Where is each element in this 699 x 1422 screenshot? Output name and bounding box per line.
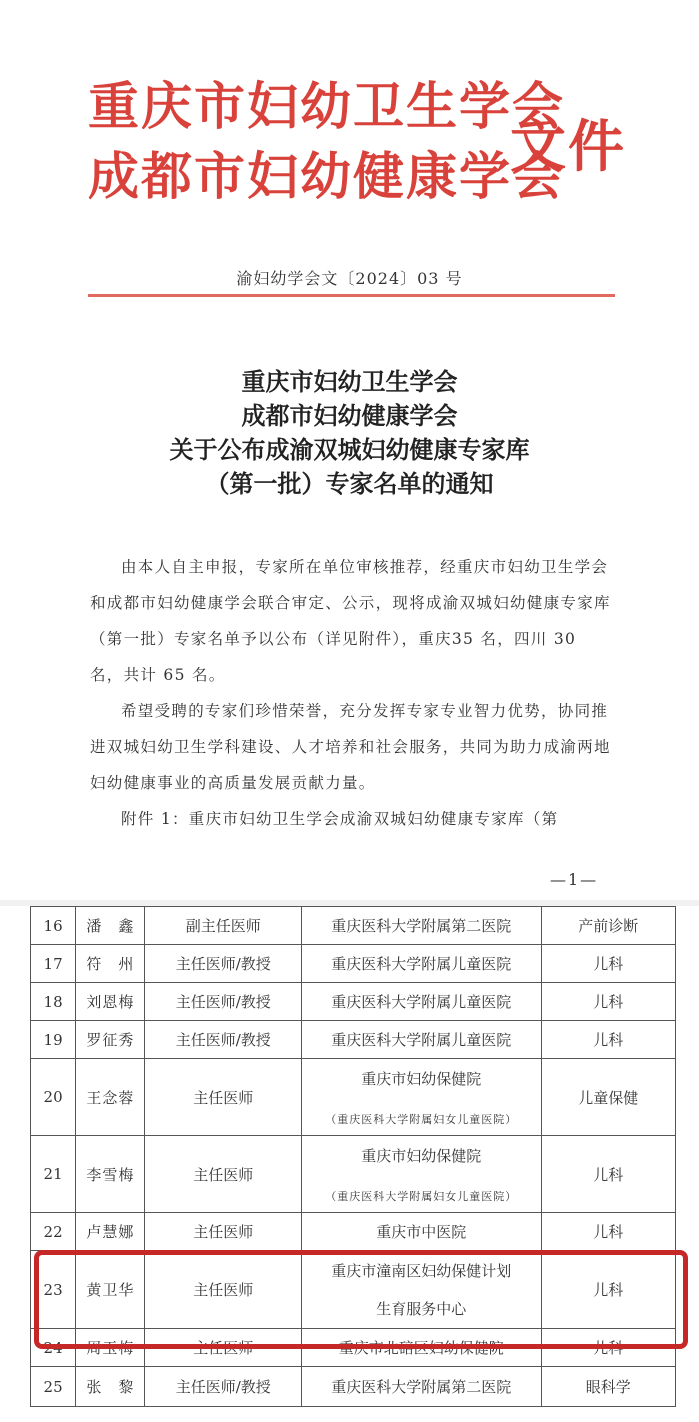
institution-name: 重庆市妇幼保健院 [361, 1146, 482, 1165]
cell-name: 王念蓉 [76, 1059, 145, 1136]
cell-institution [302, 907, 542, 945]
cell-institution [302, 1367, 542, 1407]
cell-index: 25 [31, 1367, 76, 1407]
body-paragraph-1: 由本人自主申报，专家所在单位审核推荐，经重庆市妇幼卫生学会和成都市妇幼健康学会联合审定、公示，现将成渝双城妇幼健康专家库（第一批）专家名单予以公布（详见附件），重庆35 名，四川 30 名，共计 65 名。 [90, 558, 611, 684]
institution-subname: （重庆医科大学附属妇女儿童医院） [325, 1112, 518, 1126]
cell-institution [302, 1213, 542, 1251]
table-row [31, 1367, 676, 1407]
institution-name: 重庆市妇幼保健院 [361, 1069, 482, 1088]
cell-department: 儿童保健 [541, 1059, 676, 1136]
cell-name: 潘 鑫 [76, 907, 145, 945]
cell-department: 儿科 [541, 983, 676, 1021]
cell-institution [302, 1329, 542, 1367]
title-line-2: 成都市妇幼健康学会 [241, 401, 458, 430]
institution-name: 重庆市潼南区妇幼保健计划 [331, 1261, 512, 1280]
cell-title: 主任医师 [145, 1329, 302, 1367]
table-row [31, 907, 676, 945]
table-row [31, 1329, 676, 1367]
table-row [31, 945, 676, 983]
institution-name: 重庆市北碚区妇幼保健院 [338, 1339, 504, 1357]
cell-index: 22 [31, 1213, 76, 1251]
cell-department: 儿科 [541, 1329, 676, 1367]
title-line-3: 关于公布成渝双城妇幼健康专家库 [169, 435, 530, 464]
cell-department: 儿科 [541, 1021, 676, 1059]
institution-name: 重庆医科大学附属儿童医院 [331, 955, 512, 973]
table-row [31, 983, 676, 1021]
cell-title: 主任医师/教授 [145, 1367, 302, 1407]
expert-table [30, 906, 676, 1407]
cell-institution [302, 983, 542, 1021]
document-type-label: 文件 [510, 114, 626, 180]
cell-name: 符 州 [76, 945, 145, 983]
red-divider [88, 294, 615, 297]
org-name-1: 重庆市妇幼卫生学会 [88, 77, 566, 137]
cell-index: 21 [31, 1136, 76, 1213]
title-line-4: （第一批）专家名单的通知 [205, 469, 494, 498]
body-paragraph-2: 希望受聘的专家们珍惜荣誉，充分发挥专家专业智力优势，协同推进双城妇幼卫生学科建设、人才培养和社会服务，共同为助力成渝两地妇幼健康事业的高质量发展贡献力量。 [90, 702, 611, 792]
cell-department: 产前诊断 [541, 907, 676, 945]
cell-name: 刘恩梅 [76, 983, 145, 1021]
cell-department: 儿科 [541, 1251, 676, 1329]
notice-body [90, 549, 615, 837]
notice-title [0, 365, 699, 501]
cell-index: 23 [31, 1251, 76, 1329]
cell-title: 主任医师 [145, 1059, 302, 1136]
cell-institution [302, 1136, 542, 1213]
table-row [31, 1059, 676, 1136]
cell-institution [302, 1021, 542, 1059]
cell-name: 张 黎 [76, 1367, 145, 1407]
cell-title: 副主任医师 [145, 907, 302, 945]
cell-department: 儿科 [541, 1213, 676, 1251]
cell-index: 16 [31, 907, 76, 945]
table-row [31, 1213, 676, 1251]
table-row [31, 1136, 676, 1213]
institution-subname: 生育服务中心 [376, 1299, 467, 1318]
institution-name: 重庆医科大学附属第二医院 [331, 1378, 512, 1396]
cell-title: 主任医师 [145, 1213, 302, 1251]
institution-name: 重庆医科大学附属第二医院 [331, 917, 512, 935]
title-line-1: 重庆市妇幼卫生学会 [241, 367, 458, 396]
cell-name: 李雪梅 [76, 1136, 145, 1213]
cell-department: 儿科 [541, 945, 676, 983]
cell-institution [302, 1251, 542, 1329]
cell-index: 20 [31, 1059, 76, 1136]
cell-department: 眼科学 [541, 1367, 676, 1407]
cell-name: 卢慧娜 [76, 1213, 145, 1251]
document-number: 渝妇幼学会文〔2024〕03 号 [236, 269, 463, 288]
table-row [31, 1251, 676, 1329]
cell-institution [302, 1059, 542, 1136]
cell-title: 主任医师/教授 [145, 983, 302, 1021]
cell-name: 黄卫华 [76, 1251, 145, 1329]
org-name-2: 成都市妇幼健康学会 [88, 147, 566, 207]
table-row [31, 1021, 676, 1059]
institution-name: 重庆市中医院 [376, 1223, 467, 1241]
institution-subname: （重庆医科大学附属妇女儿童医院） [325, 1189, 518, 1203]
attachment-line: 附件 1：重庆市妇幼卫生学会成渝双城妇幼健康专家库（第 [121, 810, 559, 828]
institution-name: 重庆医科大学附属儿童医院 [331, 993, 512, 1011]
cell-institution [302, 945, 542, 983]
cell-name: 罗征秀 [76, 1021, 145, 1059]
document-page-table [0, 906, 699, 1422]
institution-name: 重庆医科大学附属儿童医院 [331, 1031, 512, 1049]
cell-title: 主任医师 [145, 1136, 302, 1213]
cell-name: 周玉梅 [76, 1329, 145, 1367]
cell-title: 主任医师/教授 [145, 945, 302, 983]
issuing-organizations [88, 72, 565, 212]
cell-title: 主任医师 [145, 1251, 302, 1329]
page-number: —1— [550, 870, 599, 889]
cell-index: 18 [31, 983, 76, 1021]
cell-index: 24 [31, 1329, 76, 1367]
cell-index: 17 [31, 945, 76, 983]
cell-department: 儿科 [541, 1136, 676, 1213]
cell-title: 主任医师/教授 [145, 1021, 302, 1059]
cell-index: 19 [31, 1021, 76, 1059]
